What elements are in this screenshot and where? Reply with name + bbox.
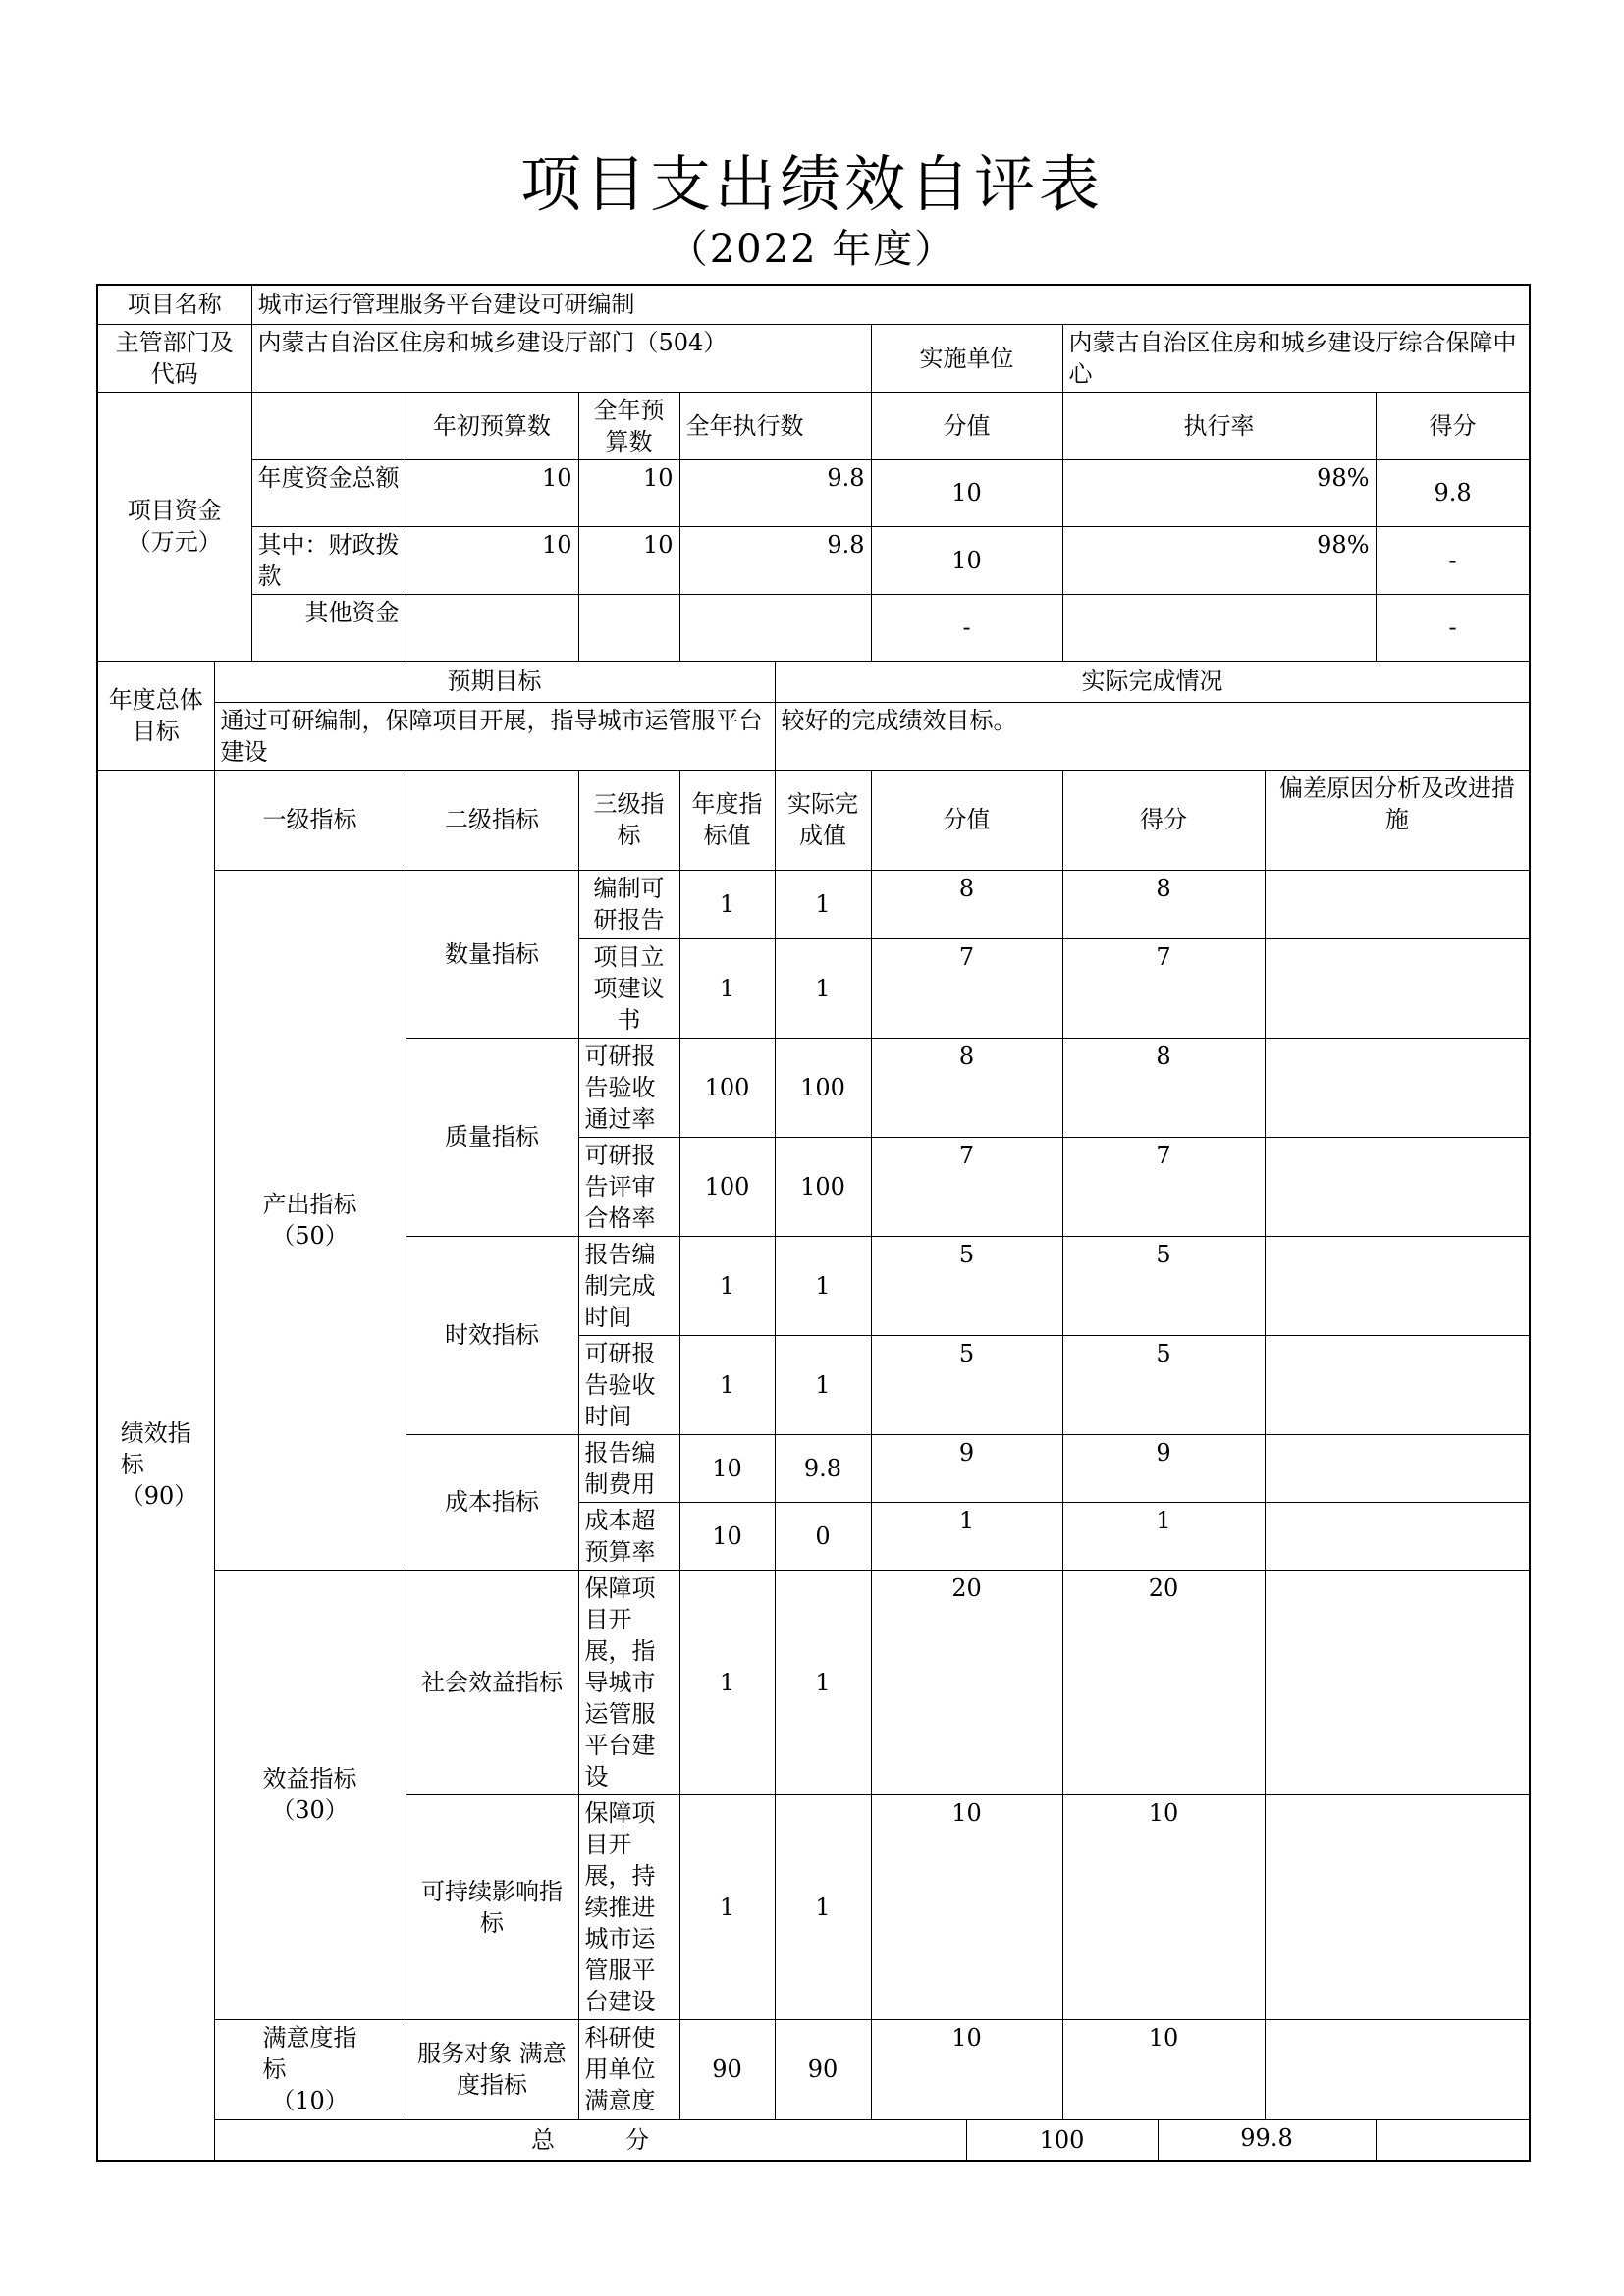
funds-score-value: 10 [871,459,1062,526]
indicator-name: 报告编制完成时间 [578,1236,679,1335]
indicator-actual: 1 [775,1794,871,2019]
total-label: 总 分 [214,2119,966,2161]
indicator-deviation [1265,1335,1530,1434]
indicator-deviation [1265,1434,1530,1502]
funds-annual: 10 [578,459,679,526]
funds-header-initial: 年初预算数 [406,392,578,459]
indicator-score: 9 [1062,1434,1265,1502]
funds-header-blank [251,392,406,459]
indicator-value: 5 [871,1236,1062,1335]
indicator-value: 5 [871,1335,1062,1434]
funds-row-label: 其中：财政拨款 [251,526,406,594]
header-level3: 三级指标 [578,770,679,870]
level1-name: 产出指标 [262,1190,357,1218]
level2-social: 社会效益指标 [406,1570,578,1794]
funds-executed: 9.8 [679,459,871,526]
indicator-name: 可研报告评审合格率 [578,1137,679,1236]
indicator-actual: 1 [775,938,871,1038]
indicator-actual: 100 [775,1137,871,1236]
indicator-deviation [1265,1137,1530,1236]
funds-initial [406,594,578,661]
funds-score-value: - [871,594,1062,661]
indicator-deviation [1265,1236,1530,1335]
indicator-name: 保障项目开展，持续推进城市运管服平台建设 [578,1794,679,2019]
level1-weight: （30） [271,1796,349,1824]
header-actual: 实际完成值 [775,770,871,870]
indicator-name: 报告编制费用 [578,1434,679,1502]
indicator-name: 科研使用单位满意度 [578,2019,679,2119]
funds-score: - [1376,594,1530,661]
indicator-target: 1 [679,1794,775,2019]
indicator-score: 5 [1062,1236,1265,1335]
indicator-score: 8 [1062,870,1265,938]
indicator-actual: 9.8 [775,1434,871,1502]
indicator-name: 可研报告验收通过率 [578,1038,679,1137]
indicator-target: 1 [679,1335,775,1434]
goals-expected-header: 预期目标 [214,661,775,702]
header-level1: 一级指标 [214,770,406,870]
funds-header-rate: 执行率 [1062,392,1376,459]
goals-expected: 通过可研编制，保障项目开展，指导城市运管服平台建设 [214,702,775,770]
indicator-target: 1 [679,938,775,1038]
indicator-deviation [1265,2019,1530,2119]
indicator-target: 100 [679,1137,775,1236]
indicator-target: 1 [679,870,775,938]
total-score: 99.8 [1158,2119,1376,2161]
indicator-target: 1 [679,1236,775,1335]
indicator-value: 7 [871,938,1062,1038]
indicator-value: 9 [871,1434,1062,1502]
page-title: 项目支出绩效自评表 [519,148,1104,220]
indicator-score: 8 [1062,1038,1265,1137]
impl-label: 实施单位 [871,324,1062,392]
indicator-score: 7 [1062,1137,1265,1236]
indicator-target: 1 [679,1570,775,1794]
header-score: 得分 [1062,770,1265,870]
funds-score-value: 10 [871,526,1062,594]
indicator-score: 7 [1062,938,1265,1038]
level1-name: 满意度指标 [262,2024,357,2083]
indicator-value: 20 [871,1570,1062,1794]
indicator-actual: 100 [775,1038,871,1137]
indicator-target: 10 [679,1434,775,1502]
funds-executed: 9.8 [679,526,871,594]
funds-row-label: 年度资金总额 [251,459,406,526]
total-value: 100 [966,2119,1158,2161]
indicator-actual: 1 [775,1335,871,1434]
total-deviation [1376,2119,1530,2161]
level2-sustainable: 可持续影响指标 [406,1794,578,2019]
header-score-value: 分值 [871,770,1062,870]
indicator-score: 1 [1062,1502,1265,1570]
funds-header-executed: 全年执行数 [679,392,871,459]
indicator-value: 10 [871,2019,1062,2119]
indicator-name: 可研报告验收时间 [578,1335,679,1434]
indicators-label [97,770,214,2161]
indicator-value: 8 [871,870,1062,938]
funds-header-annual: 全年预算数 [578,392,679,459]
indicator-score: 5 [1062,1335,1265,1434]
indicator-actual: 1 [775,1236,871,1335]
goals-actual-header: 实际完成情况 [775,661,1530,702]
funds-rate [1062,594,1376,661]
indicator-name: 项目立项建议书 [578,938,679,1038]
goals-label: 年度总体目标 [97,661,214,770]
indicator-deviation [1265,1570,1530,1794]
page-subtitle: （2022 年度） [668,227,956,272]
project-name-label: 项目名称 [97,285,251,324]
level1-satisfaction [214,2019,406,2119]
funds-score: 9.8 [1376,459,1530,526]
indicator-actual: 90 [775,2019,871,2119]
impl-value: 内蒙古自治区住房和城乡建设厅综合保障中心 [1062,324,1530,392]
indicator-name: 成本超预算率 [578,1502,679,1570]
goals-actual: 较好的完成绩效目标。 [775,702,1530,770]
header-target: 年度指标值 [679,770,775,870]
level2-cost: 成本指标 [406,1434,578,1570]
funds-header-score-value: 分值 [871,392,1062,459]
indicator-deviation [1265,1038,1530,1137]
indicator-actual: 0 [775,1502,871,1570]
indicator-actual: 1 [775,1570,871,1794]
funds-label: 项目资金 （万元） [97,392,251,661]
level1-name: 效益指标 [262,1765,357,1792]
funds-row-label: 其他资金 [251,594,406,661]
header-level2: 二级指标 [406,770,578,870]
level1-benefit [214,1570,406,2019]
evaluation-table [96,284,1531,2162]
funds-executed [679,594,871,661]
indicator-deviation [1265,1502,1530,1570]
indicator-target: 90 [679,2019,775,2119]
funds-rate: 98% [1062,526,1376,594]
indicator-score: 20 [1062,1570,1265,1794]
indicator-target: 10 [679,1502,775,1570]
level2-quality: 质量指标 [406,1038,578,1236]
dept-label: 主管部门及代码 [97,324,251,392]
indicator-actual: 1 [775,870,871,938]
indicator-target: 100 [679,1038,775,1137]
level1-weight: （10） [271,2087,349,2114]
funds-initial: 10 [406,459,578,526]
funds-score: - [1376,526,1530,594]
funds-annual: 10 [578,526,679,594]
project-name-value: 城市运行管理服务平台建设可研编制 [251,285,1530,324]
funds-annual [578,594,679,661]
funds-header-score: 得分 [1376,392,1530,459]
indicator-deviation [1265,1794,1530,2019]
level1-output [214,870,406,1570]
indicator-value: 8 [871,1038,1062,1137]
level2-timeliness: 时效指标 [406,1236,578,1434]
indicator-name: 编制可研报告 [578,870,679,938]
indicator-score: 10 [1062,1794,1265,2019]
funds-initial: 10 [406,526,578,594]
indicator-deviation [1265,938,1530,1038]
indicators-label-text: 绩效指标（90） [120,1419,198,1511]
indicator-score: 10 [1062,2019,1265,2119]
header-deviation: 偏差原因分析及改进措施 [1265,770,1530,870]
funds-rate: 98% [1062,459,1376,526]
indicator-value: 10 [871,1794,1062,2019]
indicator-value: 7 [871,1137,1062,1236]
dept-value: 内蒙古自治区住房和城乡建设厅部门（504） [251,324,871,392]
indicator-name: 保障项目开展，指导城市运管服平台建设 [578,1570,679,1794]
indicator-deviation [1265,870,1530,938]
level2-quantity: 数量指标 [406,870,578,1038]
level2-satisfaction: 服务对象 满意度指标 [406,2019,578,2119]
indicator-value: 1 [871,1502,1062,1570]
level1-weight: （50） [271,1221,349,1250]
